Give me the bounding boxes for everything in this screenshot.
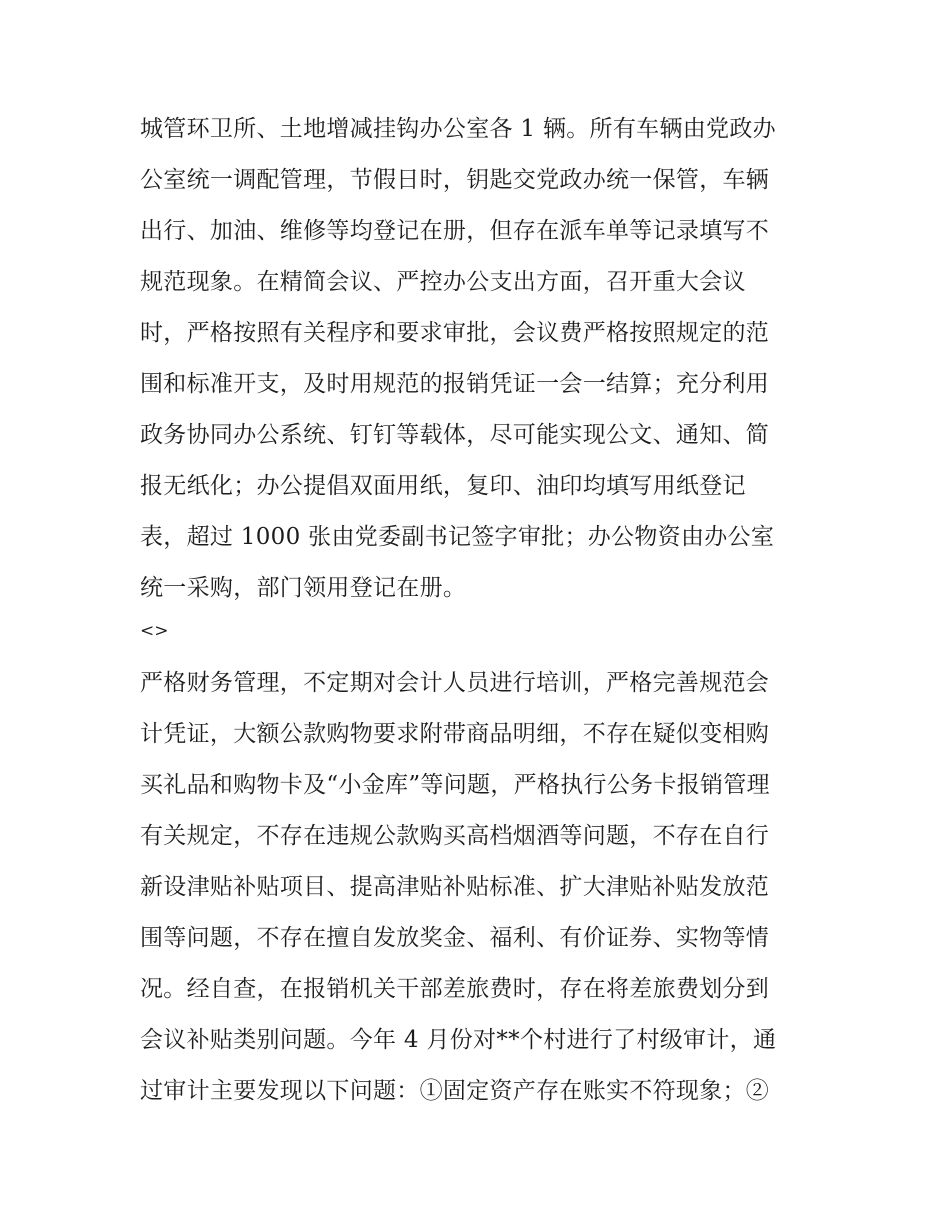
paragraph-vehicle-and-meeting-management xyxy=(140,104,820,614)
text-line: 计凭证，大额公款购物要求附带商品明细，不存在疑似变相购 xyxy=(140,721,770,747)
section-separator: <> xyxy=(140,621,169,641)
text-line: 统一采购，部门领用登记在册。 xyxy=(140,575,467,601)
text-line: 表，超过 1000 张由党委副书记签字审批；办公物资由办公室 xyxy=(140,524,775,550)
text-line: 城管环卫所、土地增减挂钩办公室各 1 辆。所有车辆由党政办 xyxy=(140,116,776,142)
text-line: 严格财务管理，不定期对会计人员进行培训，严格完善规范会 xyxy=(140,670,770,696)
text-line: 有关规定，不存在违规公款购买高档烟酒等问题，不存在自行 xyxy=(140,823,770,849)
text-line: 况。经自查，在报销机关干部差旅费时，存在将差旅费划分到 xyxy=(140,976,770,1002)
text-line: 过审计主要发现以下问题：①固定资产存在账实不符现象；② xyxy=(140,1078,770,1104)
text-line: 时，严格按照有关程序和要求审批，会议费严格按照规定的范 xyxy=(140,320,770,346)
text-line: 政务协同办公系统、钉钉等载体，尽可能实现公文、通知、简 xyxy=(140,422,770,448)
text-line: 新设津贴补贴项目、提高津贴补贴标准、扩大津贴补贴发放范 xyxy=(140,874,770,900)
text-line: 围和标准开支，及时用规范的报销凭证一会一结算；充分利用 xyxy=(140,371,770,397)
text-line: 围等问题，不存在擅自发放奖金、福利、有价证券、实物等情 xyxy=(140,925,770,951)
text-line: 公室统一调配管理，节假日时，钥匙交党政办统一保管，车辆 xyxy=(140,167,770,193)
text-line: 规范现象。在精简会议、严控办公支出方面，召开重大会议 xyxy=(140,269,746,295)
paragraph-financial-management xyxy=(140,658,820,1117)
text-line: 会议补贴类别问题。今年 4 月份对**个村进行了村级审计，通 xyxy=(140,1027,777,1053)
text-line: 出行、加油、维修等均登记在册，但存在派车单等记录填写不 xyxy=(140,218,770,244)
text-line: 买礼品和购物卡及“小金库”等问题，严格执行公务卡报销管理 xyxy=(140,772,770,798)
text-line: 报无纸化；办公提倡双面用纸，复印、油印均填写用纸登记 xyxy=(140,473,746,499)
